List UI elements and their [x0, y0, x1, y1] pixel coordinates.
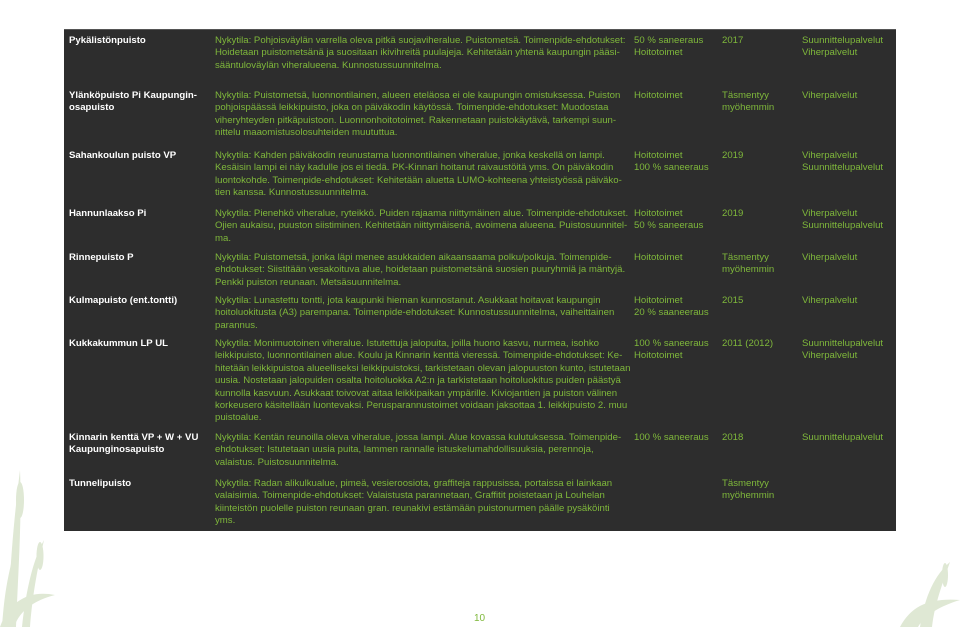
park-name: Tunnelipuisto	[69, 478, 132, 489]
measure-item: Hoitotoimet	[634, 208, 683, 219]
responsible-item: Suunnittelupalvelut	[802, 35, 884, 46]
schedule-item: myöhemmin	[722, 490, 775, 502]
responsible-item: Viherpalvelut	[802, 252, 858, 263]
responsible-item: Viherpalvelut	[802, 295, 858, 306]
park-name: Sahankoulun puisto VP	[69, 150, 177, 161]
park-schedule	[722, 338, 802, 350]
park-schedule	[722, 432, 802, 444]
responsible-item: Viherpalvelut	[802, 350, 858, 362]
responsible-item: Viherpalvelut	[802, 90, 858, 101]
park-name: Kulmapuisto (ent.tontti)	[69, 295, 178, 306]
park-description: Nykytila: Monimuotoinen viheralue. Istutettuja jalopuita, joilla huono kasvu, nurmea, isohko leikkipuisto, luonnontilainen alue. Koulu ja Kinnarin kenttä vieressä. Toimenpide-ehdotukset: Kehitetään leikkipuistoa alueelliseksi leikkipuistoksi, tarkistetaan olevan jalopuuston kunto, istutetaan uusia. Nostetaan jalopuiden osalta hoitoluokka A2:n ja tarkistetaan hoitoluokitus puiden päästyä kunnolla kasvuun. Asukkaat toivovat aitaa leikkipaikan ympärille. Kiviojantien ja puiston välinen korkeusero käsitellään luontevaksi. Perusparannustoimet voidaan jaksottaa 1. leikkipuisto 2. muu puistoalue.	[215, 338, 631, 424]
park-name: Hannunlaakso Pi	[69, 208, 147, 219]
responsible-item: Viherpalvelut	[802, 208, 858, 219]
park-responsible	[802, 90, 896, 102]
park-measures	[634, 208, 720, 233]
park-plan-table	[64, 29, 896, 531]
park-description: Nykytila: Radan alikulkualue, pimeä, vesieroosiota, graffiteja rappusissa, portaissa ei lainkaan valaisimia. Toimenpide-ehdotukset: Valaistusta parannetaan, Graffitit poistetaan ja Louhelan kiinteistön puolelle puiston reunaan gran. reunakivi estämään puistonurmen päälle pysäköinti yms.	[215, 478, 613, 527]
measure-item: 20 % saaneeraus	[634, 307, 709, 319]
schedule-item: myöhemmin	[722, 264, 775, 276]
park-schedule	[722, 252, 802, 277]
park-measures	[634, 35, 720, 60]
park-description: Nykytila: Kahden päiväkodin reunustama luonnontilainen viheralue, jonka keskellä on lampi. Kesäisin lampi ei näy kadulle jos ei tiedä. PK-Kinnari hoitanut raivaustöitä yms. On päiväkodin luontokohde. Toimenpide-ehdotukset: Kehitetään aluetta LUMO-kohteena yhteistyössä päiväkotien kanssa. Kunnostussuunnitelma.	[215, 150, 622, 199]
park-measures	[634, 150, 720, 175]
schedule-item: Täsmentyy	[722, 478, 769, 489]
measure-item: 100 % saneeraus	[634, 432, 709, 443]
schedule-item: Täsmentyy	[722, 90, 769, 101]
measure-item: Hoitotoimet	[634, 252, 683, 263]
park-measures	[634, 252, 720, 264]
park-schedule	[722, 478, 802, 503]
page-number: 10	[474, 613, 486, 624]
park-description: Nykytila: Puistometsä, jonka läpi menee asukkaiden aikaansaama polku/polkuja. Toimenpideehdotukset: Siistitään vesakoituva alue, hoidetaan puistometsänä suosien puuryhmiä ja mäntyjä. Penkki puiston reunaan. Metsäsuunnitelma.	[215, 252, 626, 288]
park-description: Nykytila: Pienehkö viheralue, ryteikkö. Puiden rajaama niittymäinen alue. Toimenpide-ehdotukset. Ojien aukaisu, puuston siistiminen. Kehitetään niittymäisenä, avoimena alueena. Puistosuunnitelma.	[215, 208, 629, 244]
park-schedule	[722, 90, 802, 115]
responsible-item: Viherpalvelut	[802, 47, 858, 59]
park-name: Pykälistönpuisto	[69, 35, 146, 46]
park-measures	[634, 295, 720, 320]
park-name: Ylänköpuisto Pi Kaupunginosapuisto	[69, 90, 197, 114]
park-schedule	[722, 35, 802, 47]
measure-item: 100 % saneeraus	[634, 162, 709, 174]
schedule-item: Täsmentyy	[722, 252, 769, 263]
responsible-item: Suunnittelupalvelut	[802, 162, 884, 174]
responsible-item: Suunnittelupalvelut	[802, 432, 884, 443]
responsible-item: Suunnittelupalvelut	[802, 220, 884, 232]
measure-item: 50 % saneeraus	[634, 220, 704, 232]
schedule-item: myöhemmin	[722, 102, 775, 114]
park-schedule	[722, 295, 802, 307]
measure-item: Hoitotoimet	[634, 150, 683, 161]
responsible-item: Suunnittelupalvelut	[802, 338, 884, 349]
measure-item: Hoitotoimet	[634, 90, 683, 101]
park-measures	[634, 90, 720, 102]
schedule-item: 2011 (2012)	[722, 338, 774, 349]
park-schedule	[722, 150, 802, 162]
park-responsible	[802, 432, 896, 444]
park-measures	[634, 432, 720, 444]
schedule-item: 2017	[722, 35, 744, 46]
park-description: Nykytila: Puistometsä, luonnontilainen, alueen eteläosa ei ole kaupungin omistuksessa. Puiston pohjoispäässä leikkipuisto, joka on päiväkodin käytössä. Toimenpide-ehdotukset: Muodostaa viheryhteyden pitkäpuistoon. Luonnonhoitotoimet. Rakennetaan puistokäytävä, tarkempi suunnittelu maaomistusolosuhteiden muututtua.	[215, 90, 621, 139]
park-measures	[634, 338, 720, 363]
park-name: Rinnepuisto P	[69, 252, 134, 263]
park-responsible	[802, 35, 896, 60]
measure-item: 100 % saneeraus	[634, 338, 709, 349]
schedule-item: 2015	[722, 295, 744, 306]
schedule-item: 2018	[722, 432, 744, 443]
schedule-item: 2019	[722, 208, 744, 219]
park-name: Kinnarin kenttä VP + W + VU Kaupunginosapuisto	[69, 432, 199, 456]
park-schedule	[722, 208, 802, 220]
park-name: Kukkakummun LP UL	[69, 338, 168, 349]
park-responsible	[802, 208, 896, 233]
park-responsible	[802, 150, 896, 175]
park-responsible	[802, 338, 896, 363]
schedule-item: 2019	[722, 150, 744, 161]
responsible-item: Viherpalvelut	[802, 150, 858, 161]
park-responsible	[802, 252, 896, 264]
measure-item: 50 % saneeraus	[634, 35, 704, 46]
measure-item: Hoitotoimet	[634, 350, 683, 362]
park-responsible	[802, 295, 896, 307]
measure-item: Hoitotoimet	[634, 47, 683, 59]
park-description: Nykytila: Lunastettu tontti, jota kaupunki hieman kunnostanut. Asukkaat hoitavat kaupungin hoitoluokitusta (A3) parempana. Toimenpide-ehdotukset: Kunnostussuunnitelma, vaiheittainen parannus.	[215, 295, 615, 331]
measure-item: Hoitotoimet	[634, 295, 683, 306]
park-description: Nykytila: Pohjoisväylän varrella oleva pitkä suojaviheralue. Puistometsä. Toimenpide-ehdotukset: Hoidetaan puistometsänä ja suositaan ikivihreitä puulajeja. Kehitetään yhtenä kaupungin pääsisääntuloväylän viheralueena. Kunnostussuunnitelma.	[215, 35, 626, 71]
park-description: Nykytila: Kentän reunoilla oleva viheralue, jossa lampi. Alue kovassa kulutuksessa. Toimenpide-ehdotukset: Istutetaan uusia puita, lammen rannalle istuskelumahdollisuuksia, perennoja, valaistus. Puistosuunnitelma.	[215, 432, 622, 468]
